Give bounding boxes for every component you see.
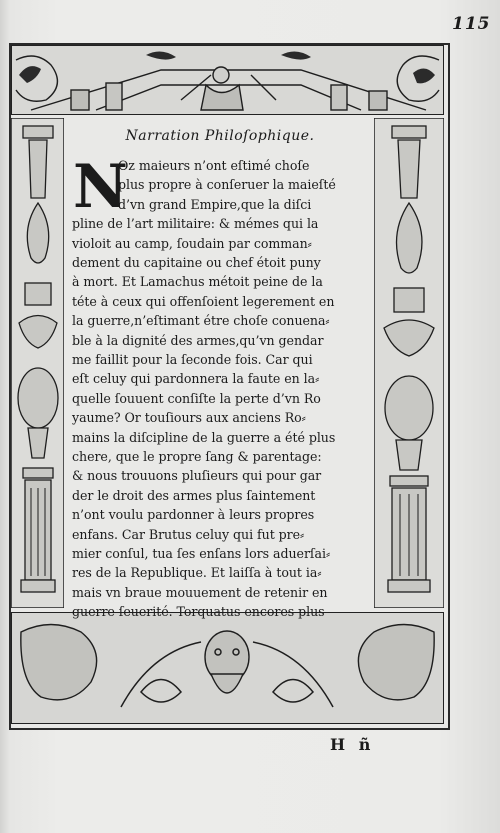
left-ornamental-column <box>11 118 64 608</box>
text-line: mier conſul, tua ſes enſans lors aduerſai⸗ <box>72 546 331 561</box>
signature-mark: H ñ <box>330 735 375 754</box>
bottom-woodcut-band <box>11 612 444 724</box>
text-line: yaume? Or touſiours aux anciens Ro⸗ <box>72 410 306 425</box>
section-heading: Narration Philoſophique. <box>125 128 315 144</box>
text-line: téte à ceux qui offenſoient legerement en <box>72 294 335 309</box>
text-line: plus propre à conſeruer la maieſté <box>118 177 336 192</box>
text-line: guerre ſeuerité. Torquatus encores plus <box>72 604 325 619</box>
text-line: mains la diſcipline de la guerre a été plus <box>72 430 336 445</box>
text-line: la guerre,n’eſtimant étre choſe conuena⸗ <box>72 313 330 328</box>
page-number: 115 <box>452 14 491 34</box>
text-line: der le droit des armes plus ſaintement <box>72 488 316 503</box>
text-line: mais vn braue mouuement de retenir en <box>72 585 328 600</box>
right-ornamental-column <box>374 118 444 608</box>
text-line: quelle ſouuent conſiſte la perte d’vn Ro <box>72 391 321 406</box>
text-line: & nous trouuons pluſieurs qui pour gar <box>72 468 322 483</box>
text-line: ble à la dignité des armes,qu’vn gendar <box>72 333 324 348</box>
text-line: violoit au camp, ſoudain par comman⸗ <box>72 236 312 251</box>
text-line: me faillit pour la ſeconde fois. Car qui <box>72 352 313 367</box>
drop-cap: N <box>73 152 128 222</box>
text-line: res de la Republique. Et laiſſa à tout ia⸗ <box>72 565 322 580</box>
text-line: dement du capitaine ou chef étoit puny <box>72 255 321 270</box>
text-line: d’vn grand Empire,que la diſci <box>118 197 312 212</box>
text-line: pline de l’art militaire: & mémes qui la <box>72 216 319 231</box>
text-line: eſt celuy qui pardonnera la faute en la⸗ <box>72 371 320 386</box>
text-block <box>72 124 368 619</box>
text-line: enfans. Car Brutus celuy qui fut pre⸗ <box>72 527 305 542</box>
text-line: Oz maieurs n’ont eſtimé choſe <box>118 158 310 173</box>
text-line: chere, que le propre ſang & parentage: <box>72 449 322 464</box>
top-woodcut-band <box>11 45 444 115</box>
text-line: à mort. Et Lamachus métoit peine de la <box>72 274 323 289</box>
text-line: n’ont voulu pardonner à leurs propres <box>72 507 315 522</box>
